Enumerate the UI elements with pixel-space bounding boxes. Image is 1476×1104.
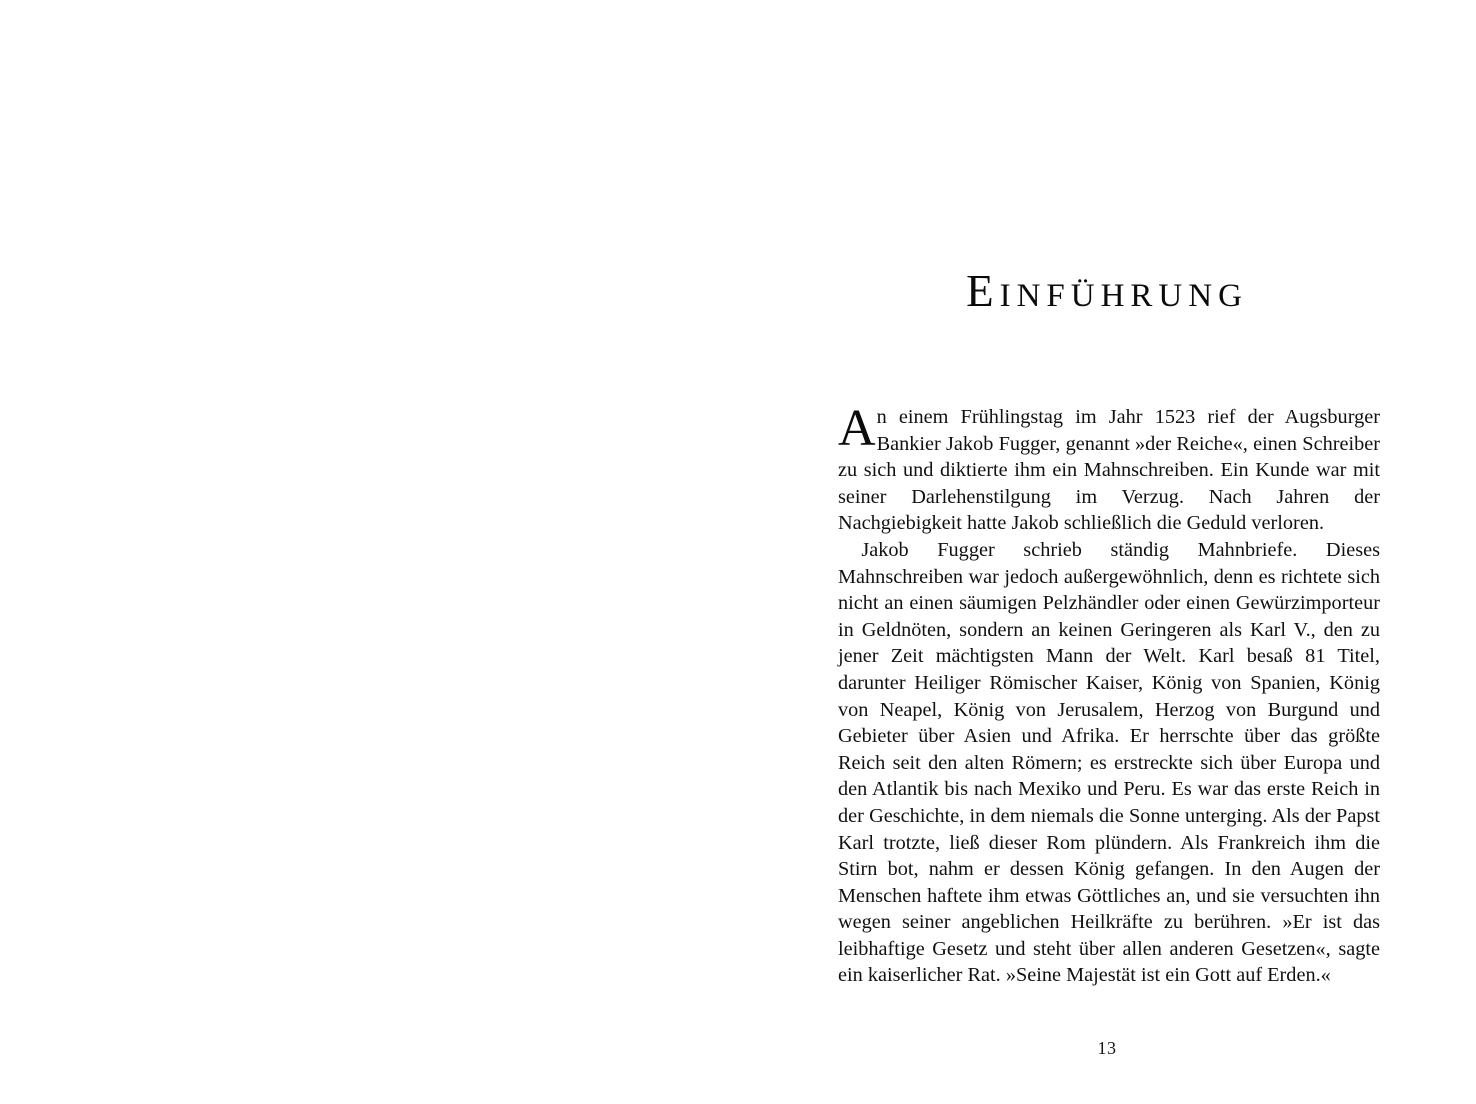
- body-text-block: [838, 400, 1380, 989]
- chapter-title-remainder: INFÜHRUNG: [999, 278, 1248, 315]
- page-number: 13: [1097, 1038, 1117, 1058]
- body-paragraph-2: Jakob Fugger schrieb ständig Mahnbriefe. Dieses Mahnschreiben war jedoch außergewöhnlich, denn es richtete sich nicht an einen säumigen Pelzhändler oder einen Gewürzimporteur in Geldnöten, sondern an keinen Geringeren als Karl V., den zu jener Zeit mächtigsten Mann der Welt. Karl besaß 81 Titel, darunter Heiliger Römischer Kaiser, König von Spanien, König von Neapel, König von Jerusalem, Herzog von Burgund und Gebieter über Asien und Afrika. Er herrschte über das größte Reich seit den alten Römern; es erstreckte sich über Europa und den Atlantik bis nach Mexiko und Peru. Es war das erste Reich in der Geschichte, in dem niemals die Sonne unterging. Als der Papst Karl trotzte, ließ dieser Rom plündern. Als Frankreich ihm die Stirn bot, nahm er dessen König gefangen. In den Augen der Menschen haftete ihm etwas Göttliches an, und sie versuchten ihn wegen seiner angeblichen Heilkräfte zu berühren. »Er ist das leibhaftige Gesetz und steht über allen anderen Gesetzen«, sagte ein kaiserlicher Rat. »Seine Majestät ist ein Gott auf Erden.«: [838, 538, 1380, 987]
- body-paragraph-1: An einem Frühlingstag im Jahr 1523 rief der Augsburger Bankier Jakob Fugger, genannt »der Reiche«, einen Schreiber zu sich und diktierte ihm ein Mahnschreiben. Ein Kunde war mit seiner Darlehenstilgung im Verzug. Nach Jahren der Nachgiebigkeit hatte Jakob schließlich die Geduld verloren.: [838, 400, 1380, 535]
- chapter-title-initial: E: [966, 266, 1000, 317]
- recto-page: [738, 0, 1476, 1104]
- chapter-title: [738, 266, 1476, 317]
